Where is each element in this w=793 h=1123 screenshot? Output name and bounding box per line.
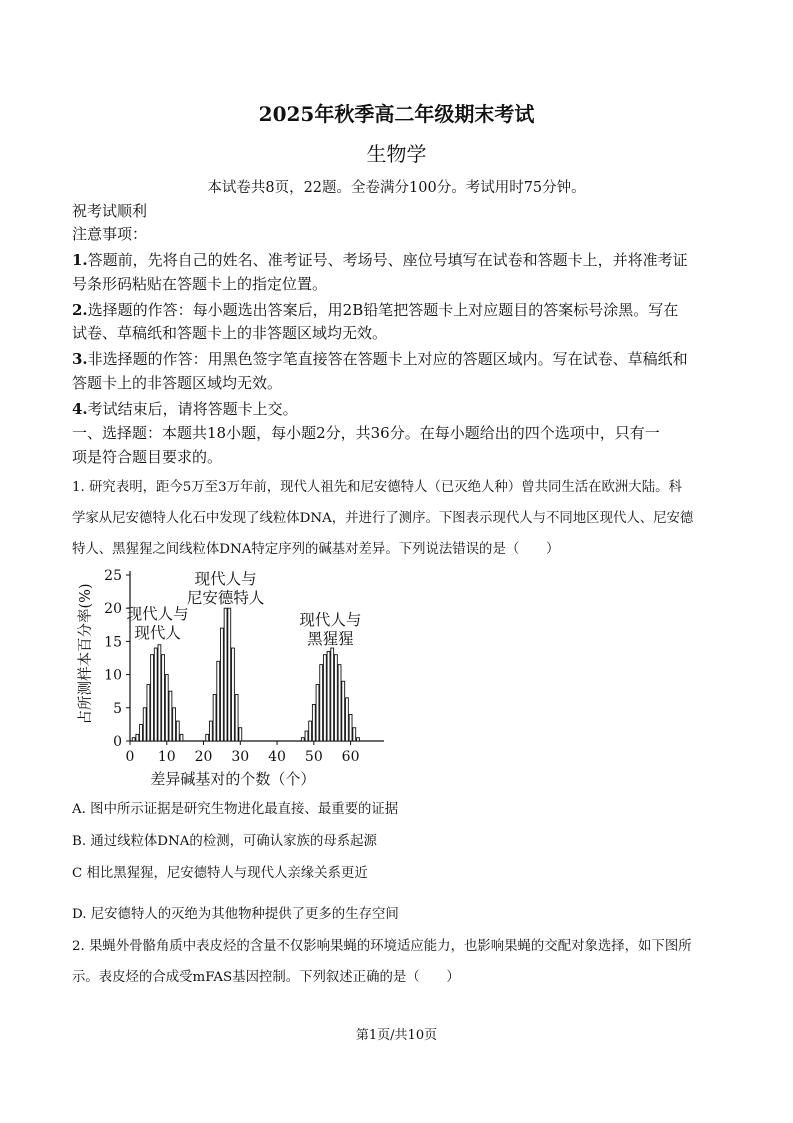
- notice-text: 考试结束后，请将答题卡上交。: [87, 400, 298, 418]
- notice-num: 4.: [72, 400, 88, 418]
- y-tick-label: 25: [104, 568, 122, 584]
- question-2-line: 示。表皮烃的合成受mFAS基因控制。下列叙述正确的是（ ）: [72, 970, 460, 985]
- x-tick-label: 40: [268, 749, 286, 765]
- bar: [217, 661, 220, 741]
- x-tick-label: 50: [304, 749, 323, 765]
- series-label: 尼安德特人: [186, 589, 265, 607]
- series-label: 现代人: [134, 624, 181, 642]
- y-tick-label: 20: [104, 601, 122, 618]
- y-axis-label: 占所测样本百分率(%): [78, 583, 94, 725]
- bar: [357, 738, 360, 741]
- notice-num: 1.: [72, 251, 88, 269]
- bar: [180, 734, 183, 741]
- exam-info: 本试卷共8页，22题。全卷满分100分。考试用时75分钟。: [207, 180, 586, 196]
- bar: [173, 708, 176, 741]
- bar: [305, 731, 308, 741]
- series-label: 现代人与: [299, 611, 362, 629]
- bar: [349, 714, 352, 741]
- notice-text: 非选择题的作答：用黑色签字笔直接答在答题卡上对应的答题区域内。写在试卷、草稿纸和: [87, 350, 688, 368]
- bar: [345, 698, 348, 741]
- option-d: D. 尼安德特人的灭绝为其他物种提供了更多的生存空间: [72, 907, 399, 922]
- y-tick-label: 5: [113, 700, 122, 717]
- y-tick-label: 0: [113, 734, 122, 750]
- option-a: A. 图中所示证据是研究生物进化最直接、最重要的证据: [72, 802, 399, 817]
- bar: [232, 648, 235, 741]
- bar: [239, 728, 242, 741]
- x-tick-label: 10: [157, 749, 176, 765]
- bar: [323, 655, 326, 741]
- notice-num: 3.: [72, 350, 88, 368]
- bar: [334, 655, 337, 741]
- notice-item-3: [72, 348, 688, 369]
- y-tick-label: 15: [104, 634, 122, 651]
- bar: [220, 628, 223, 741]
- bar: [158, 645, 161, 741]
- x-tick-label: 0: [125, 749, 135, 765]
- bar: [165, 675, 168, 741]
- bar: [224, 608, 227, 741]
- bar: [136, 734, 139, 741]
- notice-text: 选择题的作答：每小题选出答案后，用2B铅笔把答题卡上对应题目的答案标号涂黑。写在: [87, 301, 679, 319]
- notice-num: 2.: [72, 301, 88, 319]
- bar: [162, 655, 165, 741]
- bar: [209, 721, 212, 741]
- series-label: 黑猩猩: [307, 630, 354, 648]
- wish-text: 祝考试顺利: [72, 202, 148, 220]
- notice-item-1: [72, 249, 688, 270]
- bar: [206, 734, 209, 741]
- bar: [143, 708, 146, 741]
- x-tick-label: 30: [231, 749, 250, 765]
- subject-title: 生物学: [366, 142, 427, 166]
- question-1-line: 学家从尼安德特人化石中发现了线粒体DNA，并进行了测序。下图表示现代人与不同地区现代人、尼安德: [72, 511, 694, 526]
- notice-item-4: [72, 398, 298, 419]
- bar: [169, 691, 172, 741]
- section-heading-cont: 项是符合题目要求的。: [72, 448, 223, 466]
- y-tick-label: 10: [104, 667, 122, 684]
- bar: [312, 704, 315, 741]
- bar: [151, 655, 154, 741]
- bar: [213, 695, 216, 741]
- notice-item-1-cont: 号条形码粘贴在答题卡上的指定位置。: [72, 275, 328, 293]
- bar: [320, 665, 323, 741]
- bar: [147, 685, 150, 741]
- bar: [353, 728, 356, 741]
- section-heading: 一、选择题：本题共18小题，每小题2分，共36分。在每小题给出的四个选项中，只有一: [72, 424, 660, 442]
- bar: [342, 681, 345, 741]
- x-axis-label: 差异碱基对的个数（个）: [150, 770, 316, 788]
- bar: [309, 721, 312, 741]
- bar: [331, 648, 334, 741]
- option-c: C 相比黑猩猩，尼安德特人与现代人亲缘关系更近: [72, 866, 368, 881]
- bar: [176, 721, 179, 741]
- question-2-line: 2. 果蝇外骨骼角质中表皮烃的含量不仅影响果蝇的环境适应能力，也影响果蝇的交配对象选择，如下图所: [72, 939, 692, 954]
- series-label: 现代人与: [194, 570, 257, 588]
- notice-item-3-cont: 答题卡上的非答题区域均无效。: [72, 374, 283, 392]
- question-1-line: 1. 研究表明，距今5万至3万年前，现代人祖先和尼安德特人（已灭绝人种）曾共同生活在欧洲大陆。科: [72, 480, 682, 495]
- bar: [316, 685, 319, 741]
- bar: [327, 651, 330, 741]
- x-tick-label: 20: [194, 749, 213, 765]
- bar: [132, 738, 135, 741]
- mtdna-difference-chart: [68, 562, 398, 792]
- x-tick-label: 60: [341, 749, 360, 765]
- page-title: 2025年秋季高二年级期末考试: [258, 102, 535, 126]
- notice-item-2-cont: 试卷、草稿纸和答题卡上的非答题区域均无效。: [72, 324, 388, 342]
- bar: [228, 608, 231, 741]
- notice-item-2: [72, 299, 678, 320]
- notice-text: 答题前，先将自己的姓名、准考证号、考场号、座位号填写在试卷和答题卡上，并将准考证: [87, 251, 688, 269]
- notice-heading: 注意事项：: [72, 225, 148, 243]
- page-footer: 第1页/共10页: [355, 1028, 438, 1043]
- bar: [301, 738, 304, 741]
- bar: [140, 724, 143, 741]
- option-b: B. 通过线粒体DNA的检测，可确认家族的母系起源: [72, 834, 377, 849]
- bar: [338, 665, 341, 741]
- question-1-line: 特人、黑猩猩之间线粒体DNA特定序列的碱基对差异。下列说法错误的是（ ）: [72, 542, 560, 557]
- bar: [235, 695, 238, 741]
- series-label: 现代人与: [126, 605, 189, 623]
- bar: [154, 648, 157, 741]
